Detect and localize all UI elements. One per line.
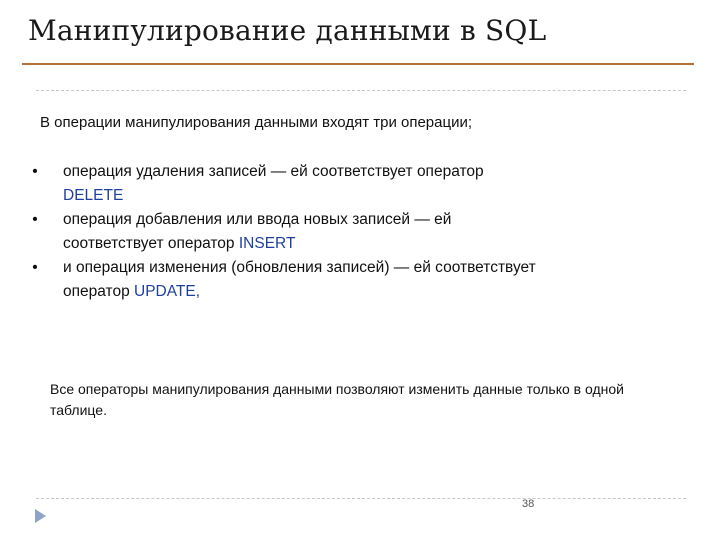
bullet-text: операция добавления или ввода новых записей — ей соответствует оператор <box>63 211 452 252</box>
note-text: Все операторы манипулирования данными позволяют изменить данные только в одной таблице. <box>50 381 624 418</box>
bullet-marker: • <box>32 259 38 276</box>
list-item <box>28 208 548 256</box>
title-divider <box>22 63 694 65</box>
list-item <box>28 160 548 208</box>
bullet-marker: • <box>32 211 38 228</box>
sql-keyword: DELETE <box>63 187 124 204</box>
operations-list <box>28 160 548 304</box>
intro-text: В операции манипулирования данными входят три операции; <box>40 114 472 131</box>
bullet-marker: • <box>32 163 38 180</box>
sql-keyword: INSERT <box>238 235 296 252</box>
content-divider-top <box>36 90 686 91</box>
page-number: 38 <box>522 498 535 510</box>
list-item <box>28 256 548 304</box>
triangle-right-icon-graphic <box>33 508 47 524</box>
bullet-text: операция удаления записей — ей соответствует оператор <box>63 163 484 180</box>
slide-title: Манипулирование данными в SQL <box>28 14 547 47</box>
bullet-text: и операция изменения (обновления записей) — ей соответствует оператор <box>63 259 536 300</box>
triangle-right-icon[interactable] <box>33 508 47 529</box>
content-divider-bottom <box>36 498 686 499</box>
sql-keyword: UPDATE, <box>134 283 201 300</box>
